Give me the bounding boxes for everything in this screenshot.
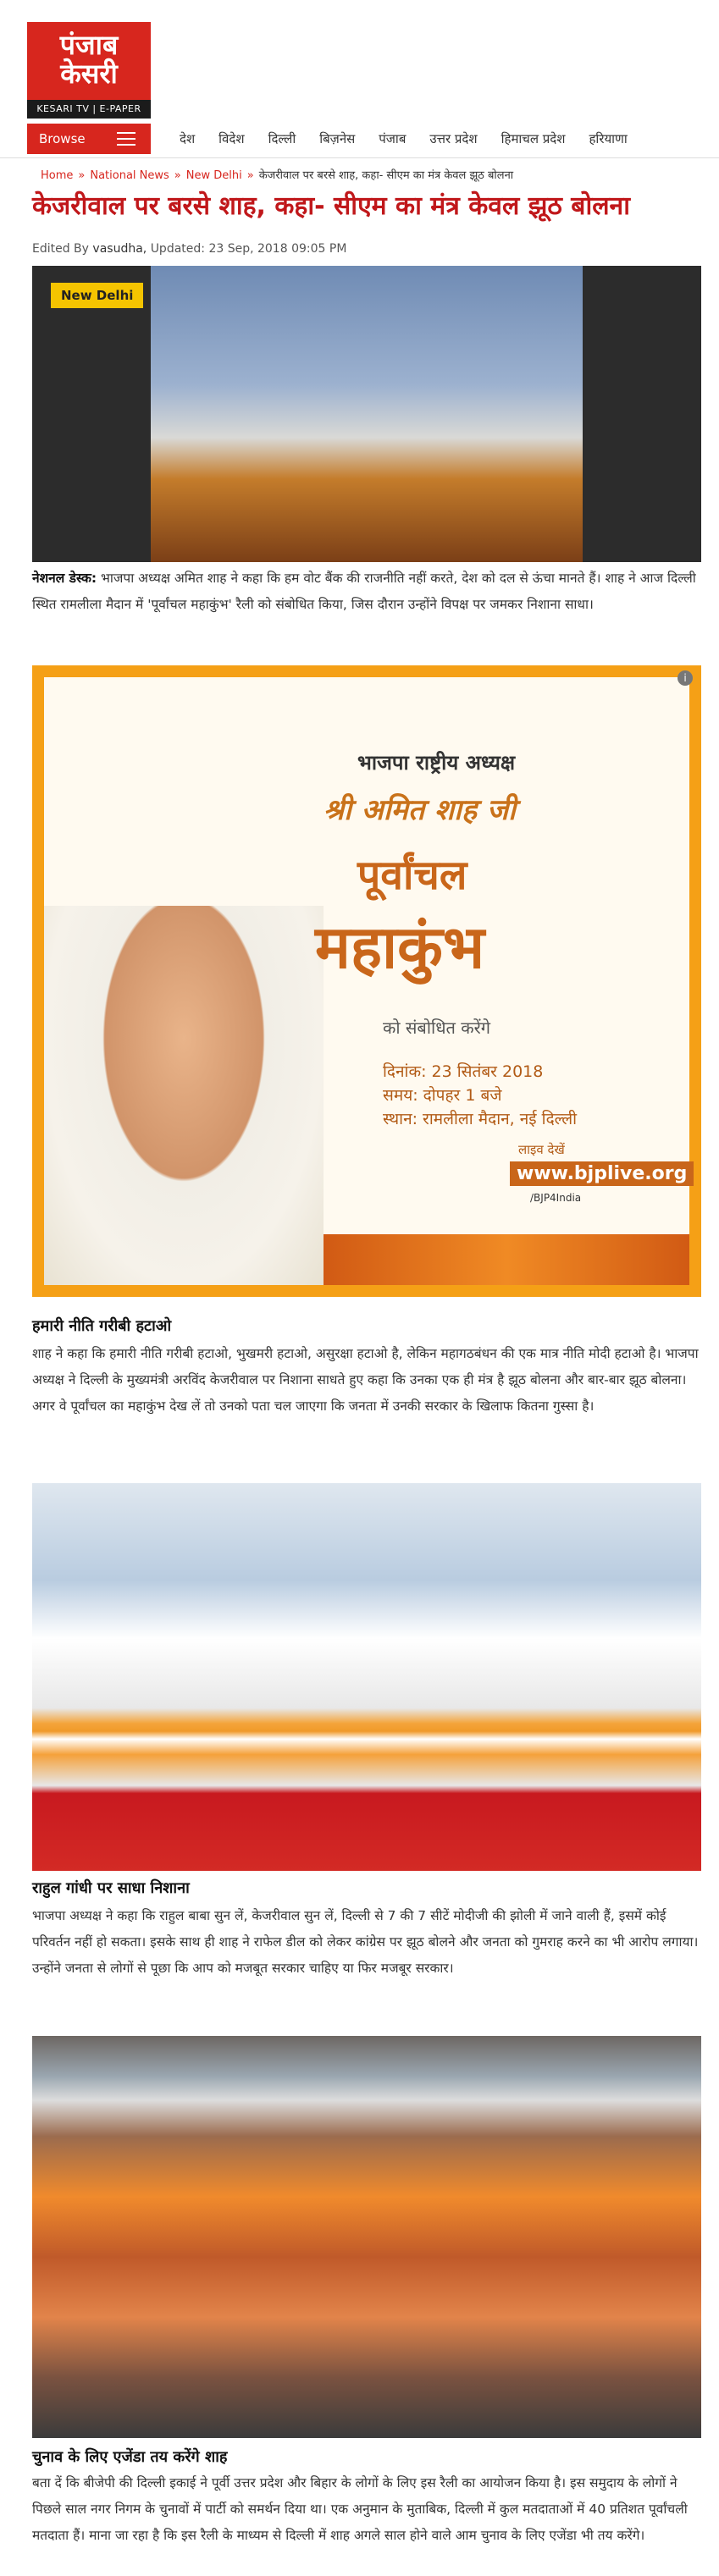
poster-social: /BJP4India: [530, 1192, 582, 1204]
breadcrumb-national[interactable]: National News: [90, 169, 169, 182]
poster-venue: स्थान: रामलीला मैदान, नई दिल्ली: [383, 1110, 578, 1128]
section-text-2: भाजपा अध्यक्ष ने कहा कि राहुल बाबा सुन लें, केजरीवाल सुन लें, दिल्ली से 7 की 7 सीटें मोदीजी की झोली में जाने वाली हैं, इसमें कोई परिवर्तन नहीं हो सकता। इसके साथ ही शाह ने राफेल डील को लेकर कांग्रेस पर झूठ बोलने और जनता को गुमराह करने का भी आरोप लगाया। उन्होंने जनता से लोगों से पूछा कि आप को मजबूत सरकार चाहिए या फिर मजबूर सरकार।: [32, 1908, 699, 1976]
hero-photo-amit-shah: [151, 266, 583, 562]
section-heading-3: चुनाव के लिए एजेंडा तय करेंगे शाह: [32, 2448, 228, 2466]
poster-addresses: को संबोधित करेंगे: [383, 1018, 491, 1038]
nav-item-delhi[interactable]: दिल्ली: [268, 131, 296, 146]
breadcrumb-current: केजरीवाल पर बरसे शाह, कहा- सीएम का मंत्र केवल झूठ बोलना: [258, 169, 514, 182]
poster-url: www.bjplive.org: [510, 1161, 694, 1186]
lead-label: नेशनल डेस्क:: [32, 571, 97, 586]
section-text-1: शाह ने कहा कि हमारी नीति गरीबी हटाओ, भुखमरी हटाओ, असुरक्षा हटाओ है, लेकिन महागठबंधन की एक मात्र नीति मोदी हटाओ है। भाजपा अध्यक्ष ने दिल्ली के मुख्यमंत्री अरविंद केजरीवाल पर निशाना साधते हुए कहा कि उनका एक ही मंत्र है झूठ बोलना और बार-बार झूठ बोलना। अगर वे पूर्वांचल का महाकुंभ देख लें तो उनको पता चल जाएगा कि जनता में उनकी सरकार के खिलाफ कितना गुस्सा है।: [32, 1346, 699, 1414]
section-text-3: बता दें कि बीजेपी की दिल्ली इकाई ने पूर्वी उत्तर प्रदेश और बिहार के लोगों के लिए इस रैली का आयोजन किया है। इस समुदाय के लोगों ने पिछले साल नगर निगम के चुनावों में पार्टी को समर्थन दिया था। एक अनुमान के मुताबिक, दिल्ली में कुल मतदाताओं में 40 प्रतिशत पूर्वांचली मतदाता हैं। माना जा रहा है कि इस रैली के माध्यम से दिल्ली में शाह अगले साल होने वाले आम चुनाव के लिए एजेंडा भी तय करेंगे।: [32, 2475, 688, 2543]
poster-time: समय: दोपहर 1 बजे: [383, 1086, 502, 1105]
nav-item-desh[interactable]: देश: [180, 131, 196, 146]
author-name[interactable]: vasudha,: [92, 242, 147, 256]
nav-item-haryana[interactable]: हरियाणा: [589, 131, 628, 146]
poster-date: दिनांक: 23 सितंबर 2018: [383, 1062, 544, 1081]
section-heading-2: राहुल गांधी पर साधा निशाना: [32, 1879, 190, 1897]
article-title: केजरीवाल पर बरसे शाह, कहा- सीएम का मंत्र केवल झूठ बोलना: [32, 191, 630, 221]
browse-label: Browse: [39, 131, 86, 146]
hamburger-menu-icon: [117, 132, 136, 146]
nav-item-punjab[interactable]: पंजाब: [379, 131, 407, 146]
edited-by-label: Edited By: [32, 242, 89, 256]
main-nav: [168, 124, 639, 154]
logo-text: पंजाब केसरी: [59, 29, 119, 90]
browse-menu-button[interactable]: [27, 124, 151, 154]
rally-poster-image[interactable]: [32, 665, 701, 1297]
section-heading-1: हमारी नीति गरीबी हटाओ: [32, 1317, 172, 1335]
poster-subtitle: भाजपा राष्ट्रीय अध्यक्ष: [357, 751, 516, 775]
portrait-photo: [44, 906, 324, 1285]
byline: [32, 242, 346, 256]
breadcrumb-delhi[interactable]: New Delhi: [185, 169, 242, 182]
poster-inner: [44, 677, 689, 1285]
rally-stage-photo: [32, 1483, 701, 1871]
breadcrumb-home[interactable]: Home: [41, 169, 74, 182]
header-divider: [0, 157, 719, 158]
poster-title-2: महाकुंभ: [315, 913, 485, 982]
nav-item-videsh[interactable]: विदेश: [218, 131, 245, 146]
nav-item-himachal-pradesh[interactable]: हिमाचल प्रदेश: [501, 131, 566, 146]
lead-text: भाजपा अध्यक्ष अमित शाह ने कहा कि हम वोट बैंक की राजनीति नहीं करते, देश को दल से ऊंचा मानते हैं। शाह ने आज दिल्ली स्थित रामलीला मैदान में 'पूर्वांचल महाकुंभ' रैली को संबोधित किया, जिस दौरान उन्होंने विपक्ष पर जमकर निशाना साधा।: [32, 571, 696, 612]
nav-item-business[interactable]: बिज़नेस: [319, 131, 356, 146]
logo-subbar[interactable]: KESARI TV | E-PAPER: [27, 100, 151, 119]
info-icon[interactable]: i: [678, 670, 693, 686]
lead-paragraph: [32, 565, 701, 618]
location-badge: New Delhi: [51, 283, 143, 308]
rally-crowd-photo: [32, 2036, 701, 2438]
hero-image: [32, 266, 701, 562]
poster-title-1: पूर्वांचल: [357, 852, 467, 899]
breadcrumb: Home » National News » New Delhi » केजरीवाल पर बरसे शाह, कहा- सीएम का मंत्र केवल झूठ बोलना: [41, 169, 514, 182]
poster-name: श्री अमित शाह जी: [324, 793, 516, 827]
poster-footer-decoration: [324, 1234, 689, 1285]
site-logo[interactable]: [27, 22, 151, 119]
updated-date: Updated: 23 Sep, 2018 09:05 PM: [150, 242, 347, 256]
poster-live: लाइव देखें: [518, 1142, 565, 1157]
nav-item-uttar-pradesh[interactable]: उत्तर प्रदेश: [429, 131, 478, 146]
